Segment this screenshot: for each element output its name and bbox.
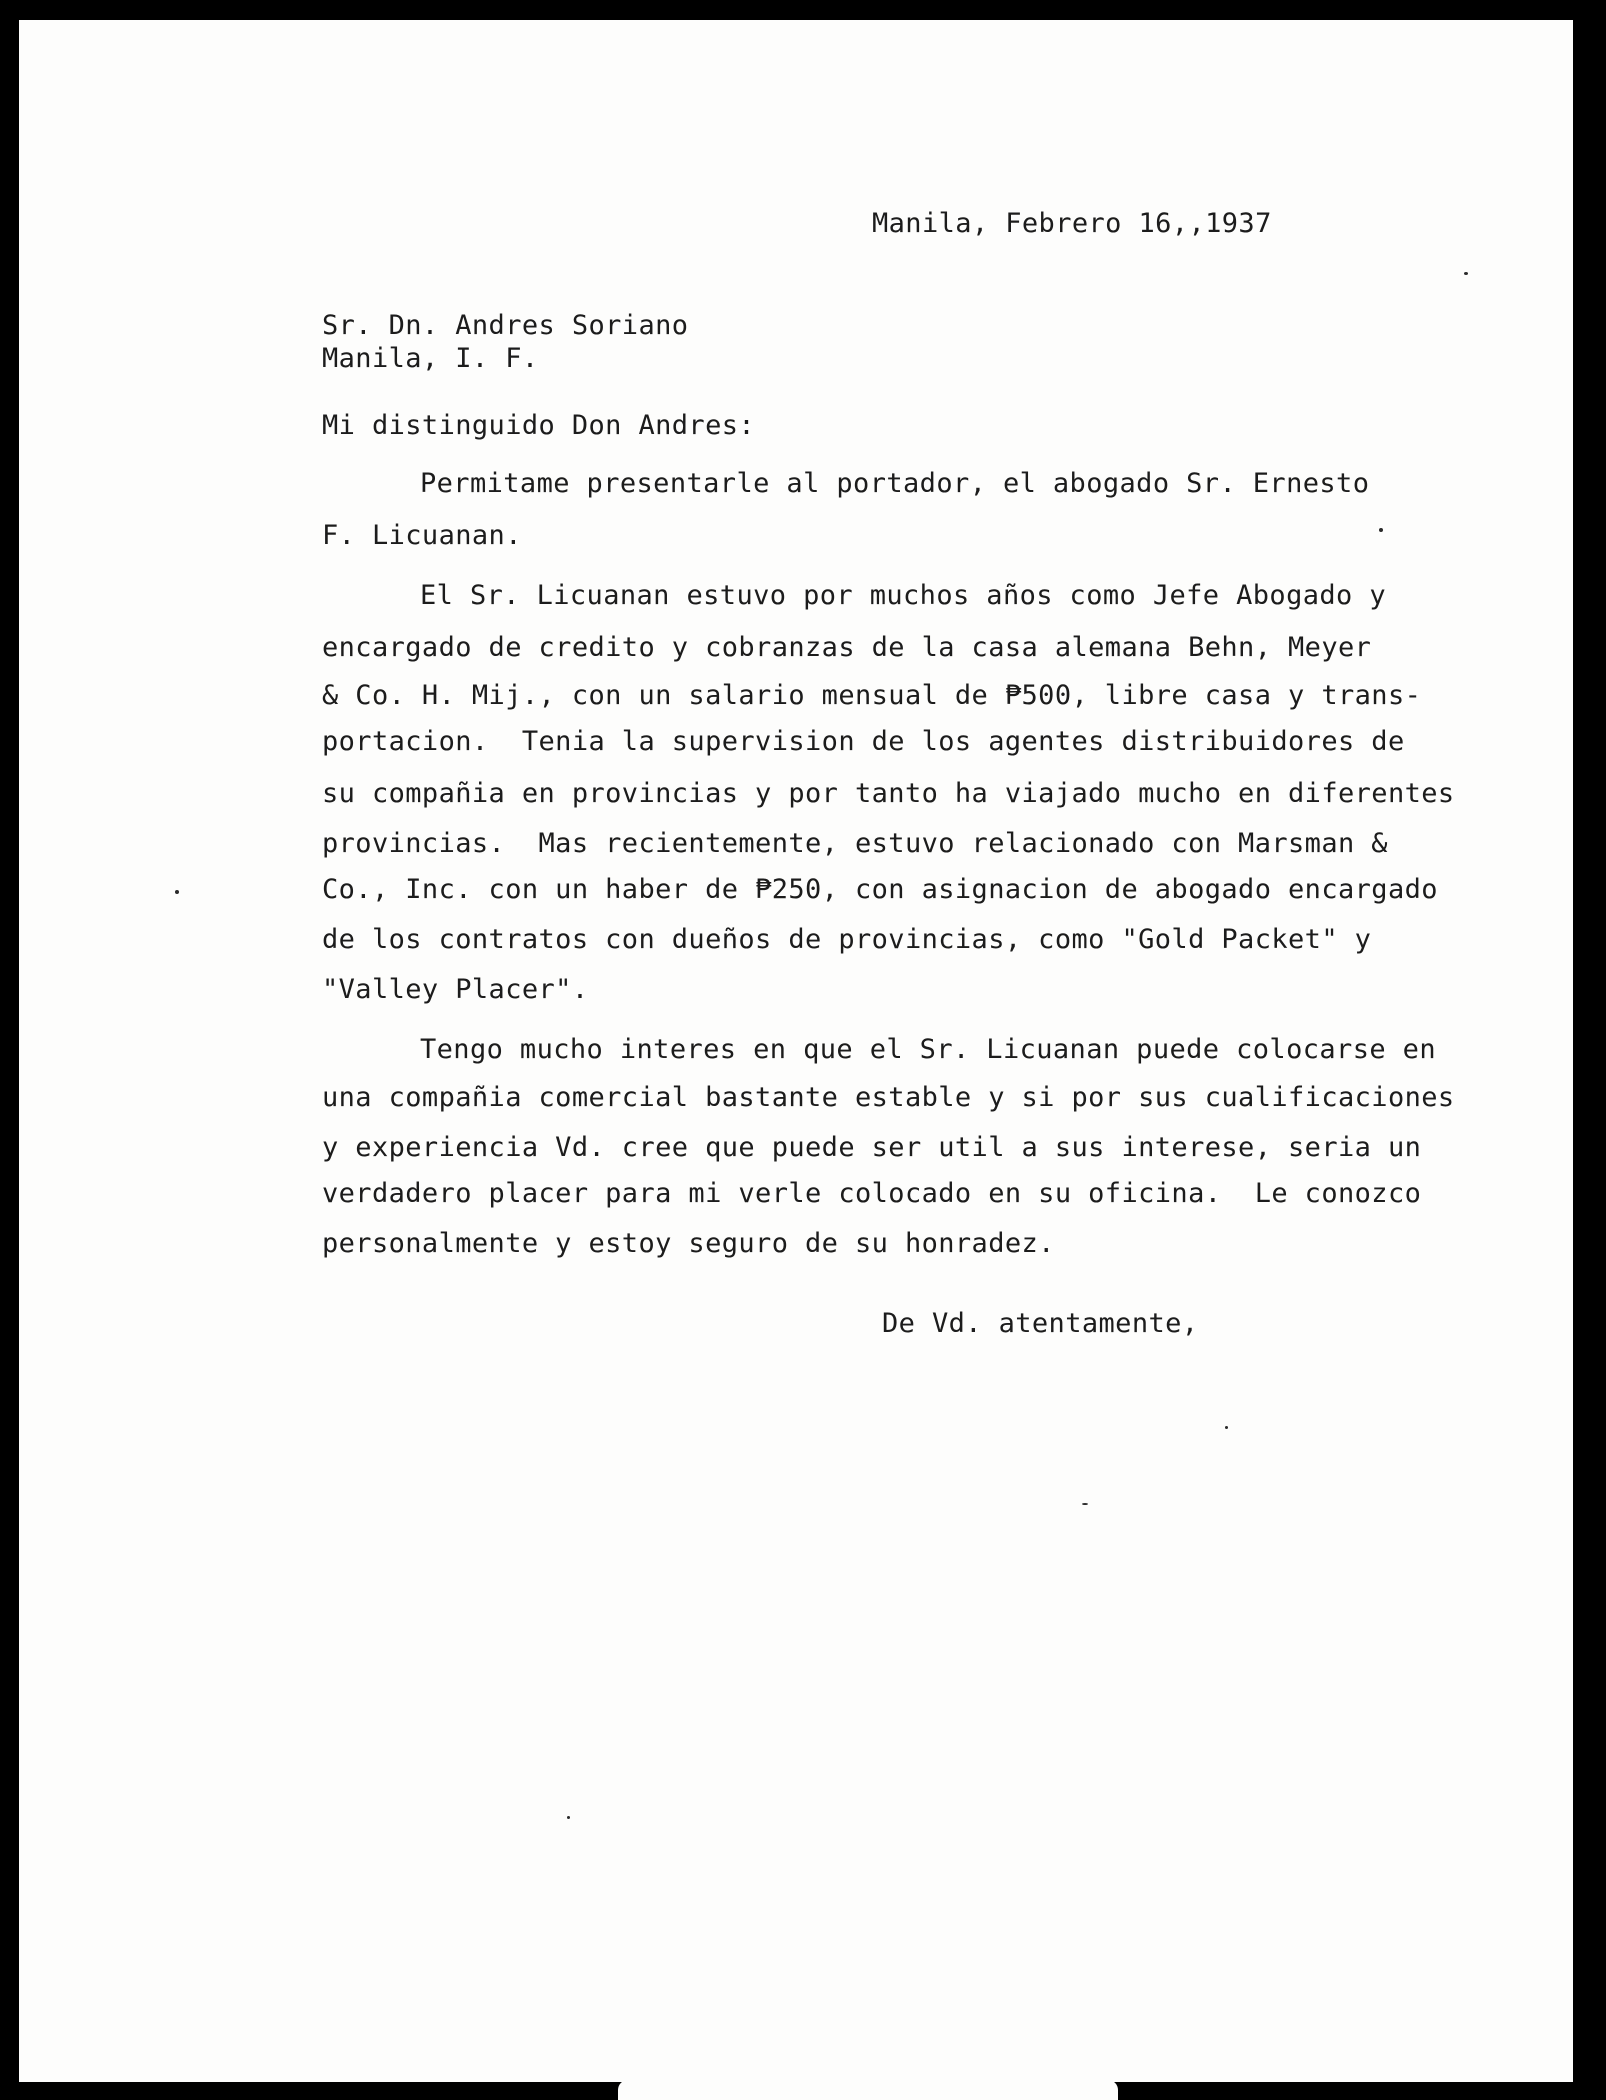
speck <box>567 1816 570 1819</box>
paragraph-line: de los contratos con dueños de provincias, como "Gold Packet" y <box>322 924 1372 955</box>
bottom-tab <box>618 2080 1118 2100</box>
paragraph-line: una compañia comercial bastante estable y si por sus cualificaciones <box>322 1082 1455 1113</box>
salutation: Mi distinguido Don Andres: <box>322 410 756 441</box>
paragraph-line: y experiencia Vd. cree que puede ser util a sus interese, seria un <box>322 1132 1422 1163</box>
address-line: Sr. Dn. Andres Soriano <box>322 310 689 341</box>
dateline: Manila, Febrero 16,,1937 <box>872 208 1272 239</box>
paragraph-line: Tengo mucho interes en que el Sr. Licuanan puede colocarse en <box>420 1034 1436 1065</box>
paragraph-line: & Co. H. Mij., con un salario mensual de ₱500, libre casa y trans- <box>322 680 1422 711</box>
paragraph-line: Permitame presentarle al portador, el abogado Sr. Ernesto <box>420 468 1370 499</box>
paragraph-line: portacion. Tenia la supervision de los agentes distribuidores de <box>322 726 1405 757</box>
speck <box>175 890 179 894</box>
paragraph-line: encargado de credito y cobranzas de la casa alemana Behn, Meyer <box>322 632 1372 663</box>
speck <box>1464 272 1468 275</box>
speck <box>1225 1426 1228 1429</box>
speck <box>1082 1503 1088 1505</box>
paragraph-line: F. Licuanan. <box>322 520 522 551</box>
paragraph-line: provincias. Mas recientemente, estuvo relacionado con Marsman & <box>322 828 1388 859</box>
paragraph-line: "Valley Placer". <box>322 974 589 1005</box>
paragraph-line: personalmente y estoy seguro de su honradez. <box>322 1228 1055 1259</box>
paragraph-line: Co., Inc. con un haber de ₱250, con asignacion de abogado encargado <box>322 874 1438 905</box>
address-line: Manila, I. F. <box>322 343 539 374</box>
paragraph-line: El Sr. Licuanan estuvo por muchos años como Jefe Abogado y <box>420 580 1387 611</box>
speck <box>1379 528 1383 532</box>
paragraph-line: verdadero placer para mi verle colocado en su oficina. Le conozco <box>322 1178 1422 1209</box>
closing: De Vd. atentamente, <box>882 1308 1199 1339</box>
paragraph-line: su compañia en provincias y por tanto ha viajado mucho en diferentes <box>322 778 1455 809</box>
